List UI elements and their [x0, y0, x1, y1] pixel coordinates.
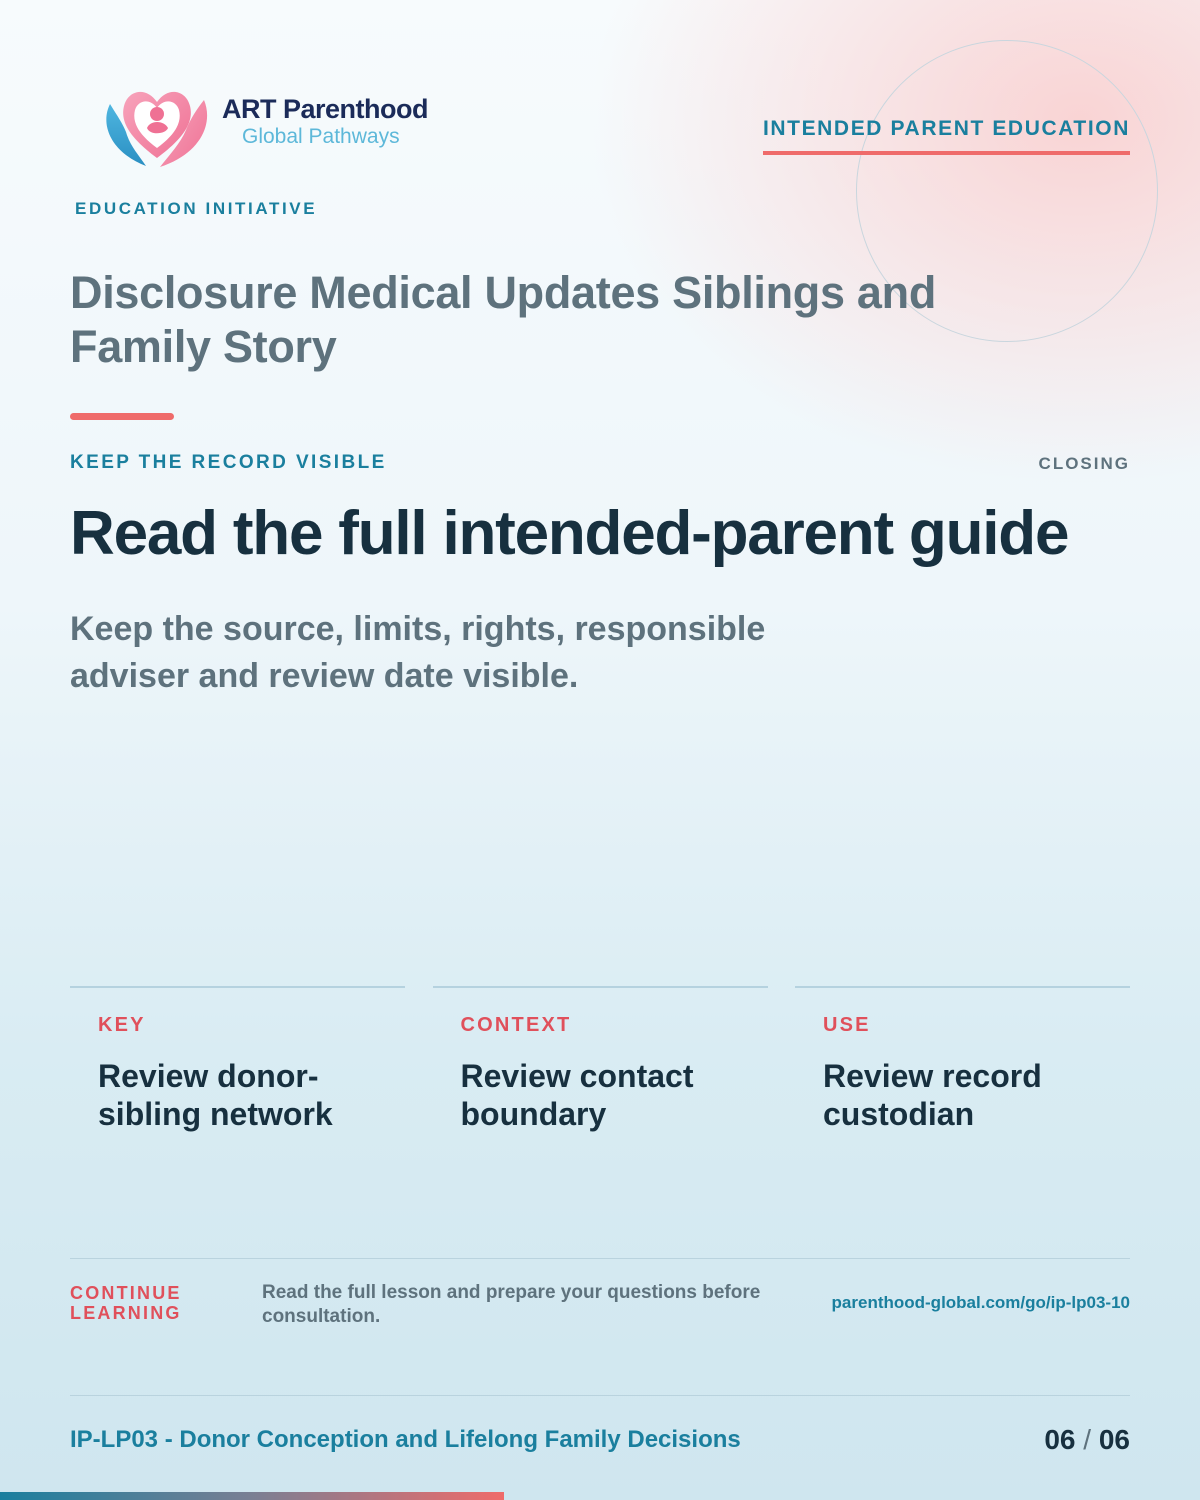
headline: Read the full intended-parent guide: [70, 499, 1069, 568]
bottom-accent-bar: [0, 1492, 504, 1500]
card-text: Review donor-sibling network: [98, 1058, 333, 1132]
guide-link[interactable]: parenthood-global.com/go/ip-lp03-10: [831, 1293, 1130, 1312]
card-text: Review record custodian: [823, 1058, 1042, 1132]
page-current: 06: [1044, 1424, 1076, 1455]
card-label: USE: [823, 1014, 871, 1036]
initiative-label: EDUCATION INITIATIVE: [75, 199, 318, 218]
kicker-label: KEEP THE RECORD VISIBLE: [70, 452, 387, 473]
brand-subtitle: Global Pathways: [242, 125, 400, 148]
section-label: INTENDED PARENT EDUCATION: [763, 117, 1130, 155]
slide-type-label: CLOSING: [1038, 454, 1130, 473]
page-separator: /: [1083, 1424, 1092, 1455]
hands-heart-baby-icon: [100, 74, 214, 170]
card-label: KEY: [98, 1014, 146, 1036]
subheadline: Keep the source, limits, rights, responsible adviser and review date visible.: [70, 610, 766, 695]
cta-text: Read the full lesson and prepare your questions before consultation.: [262, 1282, 761, 1327]
continue-learning-row: [70, 1258, 1130, 1396]
document-title: Disclosure Medical Updates Siblings and Family Story: [70, 267, 937, 372]
footer-course-title: IP-LP03 - Donor Conception and Lifelong Family Decisions: [70, 1426, 741, 1453]
brand-logo[interactable]: [100, 74, 428, 170]
card-context: [433, 986, 768, 1133]
brand-name: ART Parenthood: [222, 94, 428, 124]
card-use: [795, 986, 1130, 1133]
info-cards: [70, 986, 1130, 1133]
page-total: 06: [1098, 1424, 1130, 1455]
page-number: [1044, 1424, 1130, 1456]
card-key: [70, 986, 405, 1133]
accent-divider: [70, 413, 174, 420]
card-label: CONTEXT: [460, 1014, 572, 1036]
card-text: Review contact boundary: [460, 1058, 694, 1132]
cta-label: CONTINUE LEARNING: [70, 1283, 182, 1323]
